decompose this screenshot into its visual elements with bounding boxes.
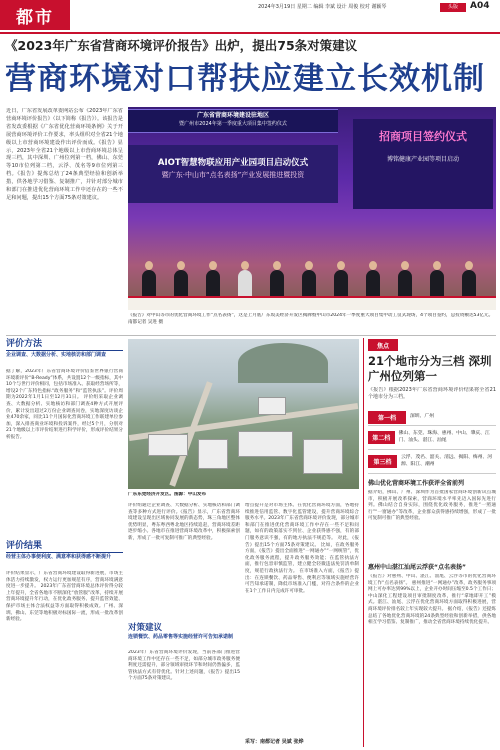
sidebar-intro: 《报告》根据2023年广东省营商环境评价结果将全省21个地市分为三档。: [368, 387, 496, 400]
building: [258, 397, 286, 415]
tier-list: [368, 410, 496, 474]
tier-row: [368, 410, 496, 426]
ceremony-sign-main: AIOT智慧物联应用产业园项目启动仪式: [157, 158, 309, 168]
tier-label: 第二档: [368, 431, 395, 444]
article-subtitle: 《2023年广东省营商环境评价报告》出炉，提出75条对策建议: [5, 38, 358, 53]
foshan-body: 据介绍，佛山、广州、深圳作为首批国家营商环境创新试点城市，积极开展改革探索，营商环境水平率先迈入国际先进行列。佛山结合自身实际，围绕优化政务服务，推进“一照通行”“一窗通办”等改革，企业群众获得感持续增强，形成了一批可复制可推广的典型经验。: [368, 490, 496, 522]
evaluation-body: 据了解，2023年广东省营商环境评价借鉴世界银行营商环境新评价“B-Ready”体系，共设置12个一级指标，其中10个与世行评价相同，包括市场准入、获取经营场所等，增设2个广东特色指标“政务服务”和“监管执法”。评价周期为2022年1月1日至12月31日。 评价组采取企业调查、大数据分析、实地核访和部门调查4种方式开展评价，累计发出超过2万份企业调查问卷，实地深度访谈企业470余家，同比11个月国际化营商环境工作联建单位参加，深入排查商业环境和投诉案件，经过5个月，分别对21个地级以上市评价结果进行科学评价，形成评价结果分析报告。: [6, 369, 123, 440]
ceremony-sign-sub: 暨广东·中山市“点名表扬”产业发展推进暨投资: [161, 171, 305, 179]
praise-body: 《报告》对惠州、中山、湛江、汕尾、云浮等市的优化营商环境工作“点名表扬”。 惠州推进“一网通办”改革，政务服务事项网上可办率达到99%以上，企业开办时间压缩至0.5个工作日；中山深化工程建设项目审批制度改革，推行“拿地即开工”模式。湛江、汕尾、云浮在优化营商环境方面取得积极进展，营商环境评价排名较上年实现较大提升。 据介绍，《报告》还提炼总结了各地优化营商环境的24条典型经验和创新举措，供各地相互学习借鉴、复制推广，推动全省营商环境持续优化提升。: [368, 574, 496, 626]
foshan-subheading: 佛山优化营商环境工作获评全省前列: [368, 480, 465, 487]
section-badge: 都市: [0, 0, 70, 30]
ceremony-stage-sign: [128, 145, 338, 203]
advice-kicker: 连锁餐饮、药品零售等实施经营许可告知承诺制: [128, 634, 234, 640]
signing-sign-title: 招商项目签约仪式: [379, 130, 467, 143]
hill: [238, 343, 328, 383]
tier-label: 第一档: [368, 411, 406, 424]
result-heading: 评价结果: [6, 541, 43, 551]
participants-group: [128, 257, 496, 310]
evaluation-rule: [6, 350, 123, 351]
building: [238, 431, 293, 457]
article-headline: 营商环境对口帮扶应建立长效机制: [5, 61, 485, 97]
result-kicker: 经营主体办事便利度、满意率和获得感不断提升: [6, 554, 112, 560]
evaluation-heading: 评价方法: [6, 339, 43, 349]
building: [198, 439, 228, 469]
tier-value: 佛山、东莞、珠海、惠州、中山、肇庆、江门、汕头、湛江、汕尾: [398, 430, 490, 443]
signing-photo-caption: 《报告》对中山等市的优化营商环境工作“点名表扬”，这是上月底广东坂美经济开发区揭牌暨中山市2024年一季度重大项目集中动工仪式现场，4个项目签约，总投资额达53亿元。 南都记者 吴进 摄: [128, 313, 494, 325]
sidebar-headline: 21个地市分为三档 深圳广州位列第一: [368, 354, 492, 383]
header-tag: 头版: [440, 3, 466, 12]
aerial-photo-caption: 广东东莞经济开发区。图源：中山发布: [128, 492, 207, 497]
signing-table: [128, 296, 496, 310]
evaluation-kicker: 企业调查、大数据分析、实地核访和部门调查: [6, 352, 107, 358]
ceremony-banner: [128, 109, 338, 133]
signing-sign-right: [353, 119, 493, 209]
advice-body: 2023年广东省营商环境评价发现，当前各部门推进营商环境工作中还存在一些不足，如部分城市政务服务便利度还需提升，部分领域审批环节和时间仍然偏多，监管执法方式有待优化。针对上述问题，《报告》提出15个方面75条对策建议。: [128, 650, 240, 682]
tier-value: 云浮、茂名、韶关、清远、揭阳、梅州、河源、阳江、潮州: [400, 454, 493, 467]
col3-body: 增点提升是对市场主体。在优化营商环境方面，各地持续推进信用监管、数字化监管建设，提升营商环境综合服务水平。2023年广东省营商环境评价发现，部分城市和部门在推进优化营商环境工作中存在一些不足和问题，如有的政策落实不到位、企业获得感不强，有的部门服务意识不强，有的地方执法不规范等。 对此，《报告》提出15个方面75条对策建议。 比如，在政务服务方面，《报告》提出全面推进“一网通办”“一网统管”，优化政务服务流程，提升政务服务效能；在监管执法方面，推行包容审慎监管，建立健全轻微违法免罚清单制度，规范行政执法行为。 在市场准入方面，《报告》提出：在连锁餐饮、药品零售、便利店等领域实施经营许可告知承诺制，降低市场准入门槛，对符合条件的企业在1个工作日内完成许可审批。: [245, 503, 359, 594]
issue-meta: 2024年3月19日 星期二 编辑 李斌 设计 周俊 校对 谢颖琴: [258, 4, 387, 10]
ceremony-banner-title: 广东省营商环境建设驻地区: [196, 112, 269, 119]
mid-body-top: 评价组通过企业调查、大数据分析、实地核访和部门调查等多种方式进行评价。《报告》显示，广东省营商环境建设呈现出区域协同发展的新态势，珠三角地区整体优势明显，粤东粤西粤北地区持续追赶，营商环境差距逐步缩小。各地市在推进营商环境改革中，积极探索创新，形成了一批可复制可推广的典型经验。: [128, 503, 240, 541]
advice-heading: 对策建议: [128, 623, 163, 633]
ceremony-banner-subtitle: 暨广州市2024年第一季度重大项目集中签约仪式: [179, 121, 287, 127]
building: [148, 434, 188, 456]
focus-tag: 焦点: [368, 339, 398, 351]
praise-subheading: 惠州中山湛江汕尾云浮获“点名表扬”: [368, 564, 466, 571]
header-rule: [0, 32, 500, 34]
tier-row: [368, 426, 496, 450]
tier-row: [368, 450, 496, 474]
building: [303, 439, 343, 474]
tier-label: 第三档: [368, 455, 397, 468]
tier-value: 深圳、广州: [410, 414, 434, 420]
sidebar-divider: [363, 338, 364, 747]
signing-ceremony-photo: [128, 107, 496, 310]
page-number: A04: [470, 1, 490, 11]
result-rule: [6, 552, 123, 553]
signing-sign-sub: 博铭健康产业园等项目启动: [386, 156, 459, 163]
section-divider: [6, 335, 496, 336]
aerial-photo: [128, 339, 359, 489]
article-credit: 采写：南都记者 吴斌 张烨: [245, 739, 304, 745]
article-lead: 近日，广东省发展改革委网站公布《2023年广东省营商环境评价报告》（以下简称《报告》）。该报告是省发改委根据《广东省优化营商环境条例》关于开展营商环境评价工作要求，率头组织对全省21个地级以上市营商环境建设作出评价而成。《报告》显示，2023年全省21个地级以上市营商环境总体呈现三档，其中深圳、广州位列第一档，佛山、东莞等10市位列第二档，云浮、茂名等9市位列第三档。《报告》提炼总结了24条典型经验和创新举措，供各地学习借鉴、复制推广，并针对部分城市和部门在推进优化营商环境工作中还存在的一些不足和问题，提出15个方面75条对策建议。: [6, 108, 123, 201]
result-body: 评价结果显示，广东省营商环境建设取得新进展，市场主体活力持续激发，权力运行更加规范有序，营商环境满意度进一步提升。 2023年广东省营商环境总体评价得分较上年提升，全省各地市不断深化“放管服”改革，持续开展营商环境提升年行动，在优化政务服务、提升监管效能、保护市场主体合法权益等方面取得积极成效。广州、深圳、佛山、东莞等地积极对标国际一流，形成一批改革创新经验。: [6, 571, 123, 623]
